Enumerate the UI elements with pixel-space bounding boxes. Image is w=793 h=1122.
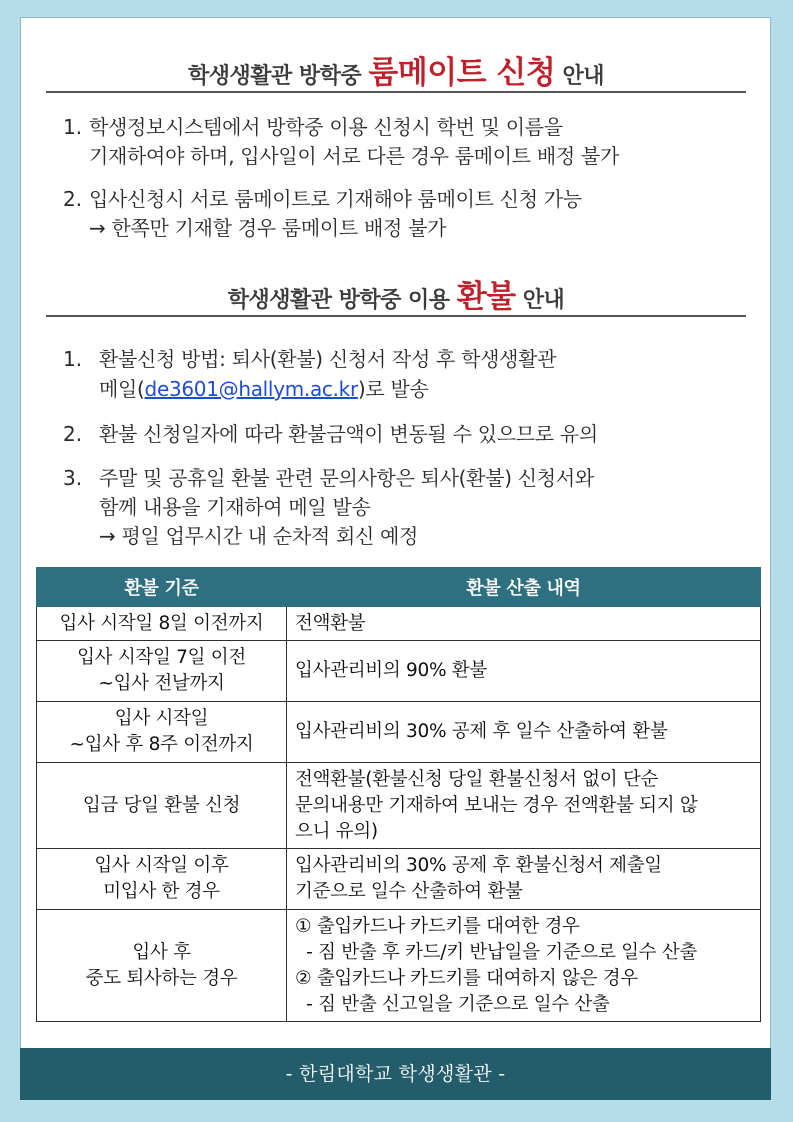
refund-title-divider	[46, 315, 746, 317]
refund-section-title	[46, 271, 746, 316]
refund-title-prefix: 학생생활관 방학중 이용	[227, 288, 457, 313]
footer-banner	[20, 1048, 771, 1100]
criterion-cell	[37, 641, 287, 702]
criterion-cell	[37, 849, 287, 910]
detail-line: 입사관리비의 30% 공제 후 일수 산출하여 환불	[295, 721, 668, 742]
criterion-line: 입사 시작일	[114, 708, 209, 729]
criterion-cell	[37, 607, 287, 641]
roommate-item-2-number: 2.	[63, 187, 83, 211]
criterion-line: 입사 후	[132, 941, 191, 963]
detail-line: ① 출입카드나 카드키를 대여한 경우	[295, 915, 580, 937]
detail-line: - 짐 반출 후 카드/키 반납일을 기준으로 일수 산출	[295, 941, 697, 963]
roommate-item-2-line2: → 한쪽만 기재할 경우 룸메이트 배정 불가	[89, 216, 447, 240]
refund-item-1-line2-prefix: 메일(	[99, 377, 145, 401]
refund-email-link[interactable]: de3601@hallym.ac.kr	[144, 377, 358, 401]
criterion-line: 입사 시작일 7일 이전	[77, 647, 246, 668]
roommate-title-suffix: 안내	[555, 64, 604, 89]
table-row	[37, 607, 761, 641]
table-row	[37, 849, 761, 910]
roommate-item-1-line2: 기재하여야 하며, 입사일이 서로 다른 경우 룸메이트 배정 불가	[89, 144, 620, 168]
table-row	[37, 763, 761, 849]
header-refund-criterion: 환불 기준	[37, 568, 287, 607]
roommate-title-accent: 룸메이트 신청	[368, 55, 556, 91]
detail-cell	[287, 763, 761, 849]
header-refund-calculation: 환불 산출 내역	[287, 568, 761, 607]
criterion-line: 입사 시작일 8일 이전까지	[59, 612, 264, 634]
detail-line: 으니 유의)	[295, 820, 378, 842]
detail-line: 기준으로 일수 산출하여 환불	[295, 881, 523, 902]
roommate-section-title	[46, 47, 746, 92]
roommate-item-1-number: 1.	[63, 115, 83, 139]
detail-line: - 짐 반출 신고일을 기준으로 일수 산출	[295, 993, 610, 1015]
criterion-cell	[37, 702, 287, 763]
table-row	[37, 641, 761, 702]
detail-cell	[287, 641, 761, 702]
roommate-item-2-line1: 입사신청시 서로 룸메이트로 기재해야 룸메이트 신청 가능	[89, 187, 582, 211]
refund-item-1-number: 1.	[63, 347, 83, 371]
criterion-cell	[37, 763, 287, 849]
criterion-line: 미입사 한 경우	[103, 881, 220, 902]
detail-cell	[287, 702, 761, 763]
refund-item-2-number: 2.	[63, 422, 83, 446]
refund-item-1-line1: 환불신청 방법: 퇴사(환불) 신청서 작성 후 학생생활관	[99, 347, 557, 371]
detail-line: ② 출입카드나 카드키를 대여하지 않은 경우	[295, 967, 638, 989]
refund-item-3-line2: 함께 내용을 기재하여 메일 발송	[99, 495, 371, 519]
detail-cell	[287, 849, 761, 910]
roommate-title-divider	[46, 91, 746, 93]
detail-cell	[287, 607, 761, 641]
refund-item-3-number: 3.	[63, 466, 83, 490]
refund-title-accent: 환불	[456, 279, 516, 315]
refund-item-3-line3: → 평일 업무시간 내 순차적 회신 예정	[99, 524, 419, 548]
criterion-line: 입사 시작일 이후	[94, 855, 229, 876]
refund-item-1-line2-suffix: )로 발송	[357, 377, 429, 401]
table-header-row	[37, 568, 761, 607]
detail-line: 입사관리비의 30% 공제 후 환불신청서 제출일	[295, 855, 662, 876]
criterion-cell	[37, 910, 287, 1022]
table-row	[37, 910, 761, 1022]
criterion-line: 중도 퇴사하는 경우	[85, 967, 238, 989]
table-row	[37, 702, 761, 763]
refund-criteria-table	[36, 567, 761, 1022]
detail-line: 입사관리비의 90% 환불	[295, 660, 487, 681]
roommate-item-1-line1: 학생정보시스템에서 방학중 이용 신청시 학번 및 이름을	[89, 115, 563, 139]
refund-item-1-line2	[99, 374, 429, 404]
criterion-line: ~입사 전날까지	[98, 673, 225, 694]
criterion-line: 입금 당일 환불 신청	[82, 794, 241, 816]
refund-title-suffix: 안내	[515, 288, 565, 313]
detail-line: 전액환불	[295, 612, 366, 634]
footer-text: - 한림대학교 학생생활관 -	[285, 1063, 506, 1085]
detail-cell	[287, 910, 761, 1022]
refund-item-3-line1: 주말 및 공휴일 환불 관련 문의사항은 퇴사(환불) 신청서와	[99, 466, 594, 490]
detail-line: 문의내용만 기재하여 보내는 경우 전액환불 되지 않	[295, 794, 698, 816]
detail-line: 전액환불(환불신청 당일 환불신청서 없이 단순	[295, 768, 659, 790]
criterion-line: ~입사 후 8주 이전까지	[69, 734, 254, 755]
refund-item-2-line1: 환불 신청일자에 따라 환불금액이 변동될 수 있으므로 유의	[99, 422, 598, 446]
roommate-title-prefix: 학생생활관 방학중	[188, 64, 369, 89]
